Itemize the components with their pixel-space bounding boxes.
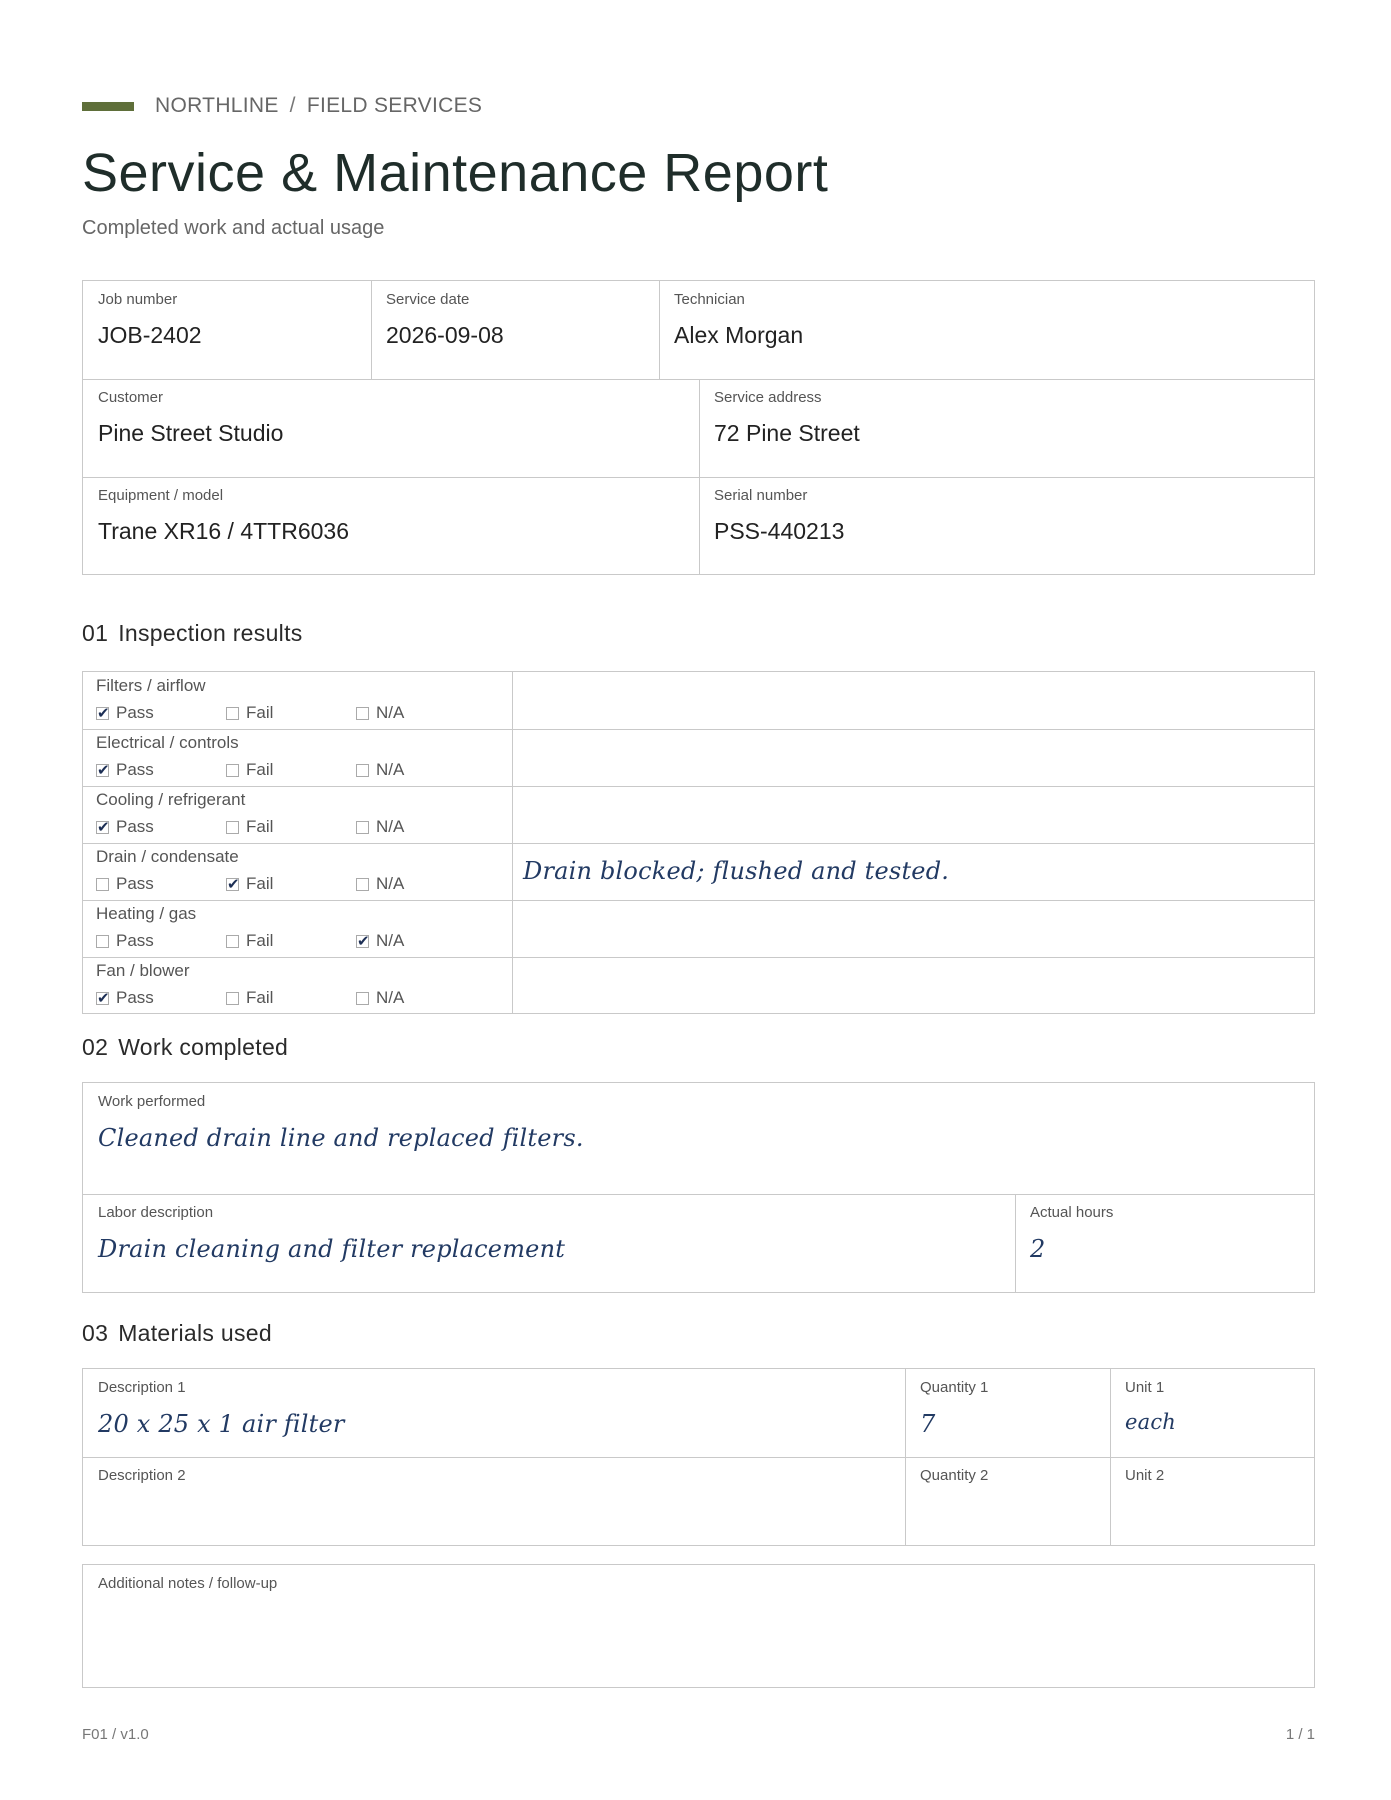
inspection-row: [83, 900, 1314, 957]
material-quantity-label: Quantity 1: [920, 1379, 989, 1396]
inspection-option-fail[interactable]: [226, 931, 273, 951]
service-date-field[interactable]: [371, 281, 659, 379]
customer-label: Customer: [98, 389, 164, 406]
checkbox-icon[interactable]: [226, 707, 239, 720]
inspection-option-pass[interactable]: [96, 874, 154, 894]
serial-number-label: Serial number: [714, 487, 808, 504]
job-number-value: JOB-2402: [98, 322, 202, 348]
option-label: Fail: [246, 760, 274, 779]
material-quantity-value: 7: [920, 1410, 936, 1438]
inspection-option-na[interactable]: [356, 988, 404, 1008]
inspection-row: [83, 957, 1314, 1014]
actual-hours-value: 2: [1030, 1235, 1046, 1263]
job-number-label: Job number: [98, 291, 178, 308]
customer-value: Pine Street Studio: [98, 420, 284, 446]
inspection-row: [83, 786, 1314, 843]
service-address-field[interactable]: [699, 379, 1314, 477]
additional-notes-box: [82, 1564, 1315, 1688]
job-number-field[interactable]: [83, 281, 371, 379]
inspection-option-pass[interactable]: [96, 931, 154, 951]
actual-hours-label: Actual hours: [1030, 1204, 1114, 1221]
section-title: Inspection results: [118, 620, 303, 646]
divider: [83, 729, 1314, 730]
equipment-label: Equipment / model: [98, 487, 224, 504]
divider: [83, 786, 1314, 787]
brand-header: [82, 94, 482, 118]
serial-number-field[interactable]: [699, 477, 1314, 575]
material-description-value: 20 x 25 x 1 air filter: [98, 1410, 345, 1438]
inspection-item-name: Drain / condensate: [96, 847, 239, 866]
inspection-note[interactable]: Drain blocked; flushed and tested.: [523, 857, 950, 885]
section-heading-inspection: [82, 620, 303, 647]
checked-checkbox-icon[interactable]: [96, 707, 109, 720]
checked-checkbox-icon[interactable]: [226, 878, 239, 891]
material-description-field[interactable]: [83, 1457, 905, 1545]
option-label: N/A: [376, 817, 405, 836]
checkbox-icon[interactable]: [226, 764, 239, 777]
inspection-option-na[interactable]: [356, 703, 404, 723]
work-completed-box: [82, 1082, 1315, 1293]
divider: [83, 900, 1314, 901]
inspection-option-na[interactable]: [356, 931, 404, 951]
material-unit-field[interactable]: [1110, 1457, 1314, 1545]
inspection-option-na[interactable]: [356, 874, 404, 894]
inspection-option-pass[interactable]: [96, 760, 154, 780]
option-label: Fail: [246, 931, 274, 950]
technician-field[interactable]: [659, 281, 1314, 379]
inspection-option-pass[interactable]: [96, 817, 154, 837]
form-id: F01 / v1.0: [82, 1726, 149, 1743]
option-label: Fail: [246, 817, 274, 836]
equipment-value: Trane XR16 / 4TTR6036: [98, 518, 349, 544]
material-description-label: Description 2: [98, 1467, 186, 1484]
option-label: Pass: [116, 817, 154, 836]
option-label: Pass: [116, 988, 154, 1007]
checkbox-icon[interactable]: [226, 992, 239, 1005]
inspection-row: [83, 672, 1314, 729]
material-quantity-field[interactable]: [905, 1369, 1110, 1457]
page-title: Service & Maintenance Report: [82, 143, 829, 203]
additional-notes-field[interactable]: [83, 1565, 1314, 1687]
material-quantity-label: Quantity 2: [920, 1467, 989, 1484]
checkbox-icon[interactable]: [96, 878, 109, 891]
divider: [83, 843, 1314, 844]
inspection-option-pass[interactable]: [96, 988, 154, 1008]
option-label: Pass: [116, 703, 154, 722]
inspection-item-name: Fan / blower: [96, 961, 190, 980]
section-title: Work completed: [118, 1034, 289, 1060]
checkbox-icon[interactable]: [226, 935, 239, 948]
serial-number-value: PSS-440213: [714, 518, 845, 544]
inspection-option-fail[interactable]: [226, 817, 273, 837]
page-number: 1 / 1: [1285, 1726, 1315, 1743]
service-address-value: 72 Pine Street: [714, 420, 860, 446]
service-address-label: Service address: [714, 389, 822, 406]
checkbox-icon[interactable]: [96, 935, 109, 948]
brand-separator: /: [289, 94, 296, 117]
checkbox-icon[interactable]: [356, 707, 369, 720]
brand-accent-bar: [82, 102, 134, 111]
option-label: Fail: [246, 988, 274, 1007]
inspection-row: [83, 843, 1314, 900]
option-label: N/A: [376, 760, 405, 779]
option-label: Pass: [116, 931, 154, 950]
checkbox-icon[interactable]: [356, 821, 369, 834]
technician-value: Alex Morgan: [674, 322, 804, 348]
labor-description-label: Labor description: [98, 1204, 214, 1221]
section-number: 01: [82, 620, 109, 646]
inspection-row: [83, 729, 1314, 786]
material-unit-value: each: [1125, 1410, 1177, 1434]
checkbox-icon[interactable]: [356, 878, 369, 891]
inspection-option-na[interactable]: [356, 817, 404, 837]
material-description-field[interactable]: [83, 1369, 905, 1457]
job-info-box: [82, 280, 1315, 575]
checked-checkbox-icon[interactable]: [96, 992, 109, 1005]
material-unit-label: Unit 1: [1125, 1379, 1165, 1396]
option-label: N/A: [376, 988, 405, 1007]
labor-description-field[interactable]: [83, 1194, 1015, 1292]
materials-table: [82, 1368, 1315, 1546]
brand-company: NORTHLINE: [155, 94, 279, 117]
work-performed-label: Work performed: [98, 1093, 206, 1110]
checkbox-icon[interactable]: [226, 821, 239, 834]
section-title: Materials used: [118, 1320, 272, 1346]
inspection-item-name: Electrical / controls: [96, 733, 239, 752]
checked-checkbox-icon[interactable]: [96, 764, 109, 777]
section-heading-work: [82, 1034, 288, 1061]
inspection-option-fail[interactable]: [226, 703, 273, 723]
material-quantity-field[interactable]: [905, 1457, 1110, 1545]
brand-division: FIELD SERVICES: [306, 94, 483, 117]
inspection-option-fail[interactable]: [226, 874, 273, 894]
service-date-value: 2026-09-08: [386, 322, 504, 348]
option-label: N/A: [376, 874, 405, 893]
inspection-item-name: Cooling / refrigerant: [96, 790, 246, 809]
checked-checkbox-icon[interactable]: [356, 935, 369, 948]
inspection-option-na[interactable]: [356, 760, 404, 780]
equipment-field[interactable]: [83, 477, 699, 575]
section-number: 03: [82, 1320, 109, 1346]
work-performed-field[interactable]: [83, 1083, 1314, 1194]
inspection-option-pass[interactable]: [96, 703, 154, 723]
actual-hours-field[interactable]: [1015, 1194, 1314, 1292]
option-label: Fail: [246, 874, 274, 893]
option-label: Pass: [116, 760, 154, 779]
service-date-label: Service date: [386, 291, 470, 308]
inspection-option-fail[interactable]: [226, 760, 273, 780]
option-label: N/A: [376, 931, 405, 950]
labor-description-value: Drain cleaning and filter replacement: [98, 1235, 566, 1263]
inspection-item-name: Heating / gas: [96, 904, 197, 923]
work-performed-value: Cleaned drain line and replaced filters.: [98, 1124, 584, 1152]
material-description-label: Description 1: [98, 1379, 186, 1396]
material-unit-label: Unit 2: [1125, 1467, 1165, 1484]
inspection-item-name: Filters / airflow: [96, 676, 206, 695]
option-label: Fail: [246, 703, 274, 722]
checkbox-icon[interactable]: [356, 764, 369, 777]
option-label: Pass: [116, 874, 154, 893]
page-subtitle: Completed work and actual usage: [82, 217, 385, 239]
additional-notes-label: Additional notes / follow-up: [98, 1575, 278, 1592]
inspection-option-fail[interactable]: [226, 988, 273, 1008]
checkbox-icon[interactable]: [356, 992, 369, 1005]
material-unit-field[interactable]: [1110, 1369, 1314, 1457]
inspection-table: [82, 671, 1315, 1014]
option-label: N/A: [376, 703, 405, 722]
divider: [83, 957, 1314, 958]
customer-field[interactable]: [83, 379, 699, 477]
section-number: 02: [82, 1034, 109, 1060]
checked-checkbox-icon[interactable]: [96, 821, 109, 834]
technician-label: Technician: [674, 291, 745, 308]
section-heading-materials: [82, 1320, 272, 1347]
